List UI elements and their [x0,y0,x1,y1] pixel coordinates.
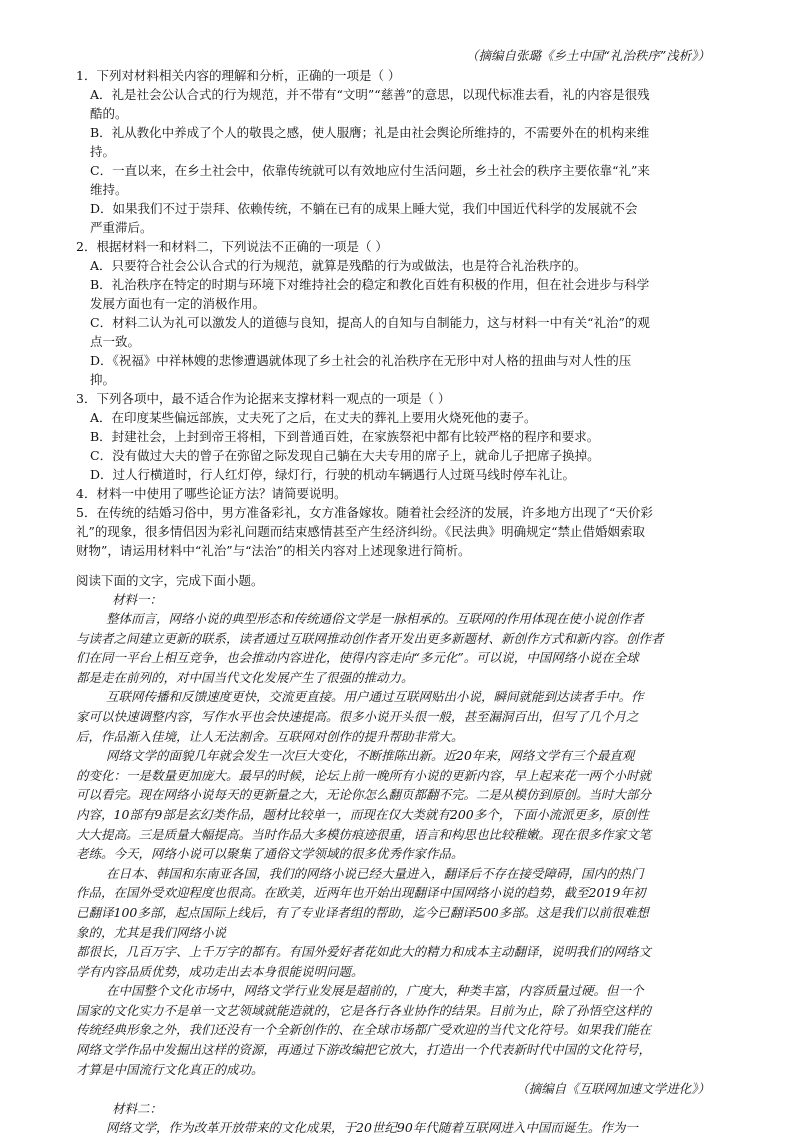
paragraph-line: 才算是中国流行文化真正的成功。 [76,1061,264,1077]
material-paragraph-1 [76,609,710,687]
paragraph-line: 在中国整个文化市场中，网络文学行业发展是超前的，广度大，种类丰富，内容质量过硬。但一个 [106,983,644,999]
option-b: B．礼治秩序在特定的时期与环境下对维持社会的稳定和教化百姓有积极的作用，但在社会进步与科学 [90,277,650,292]
paragraph-line: 已翻译100多部，起点国际上线后，有了专业译者组的帮助，迄今已翻译500多部。这是我们以前很难想 [76,904,649,920]
option-d: D．如果我们不过于崇拜、依赖传统，不躺在已有的成果上睡大觉，我们中国近代科学的发展就不会 [90,201,638,216]
paragraph-line: 作品，在国外受欢迎程度也很高。在欧美，近两年也开始出现翻译中国网络小说的趋势，截至2019年初 [76,885,646,901]
material-2 [76,1099,710,1138]
question-stem: 3．下列各项中，最不适合作为论据来支撑材料一观点的一项是（ ） [76,391,451,406]
paragraph-line: 都很长，几百万字、上千万字的都有。有国外爱好者花如此大的精力和成本主动翻译，说明我们的网络文 [76,944,652,960]
question-4 [76,484,710,503]
material-paragraph-6 [76,981,710,1079]
material-paragraph-2 [76,687,710,746]
option-b-cont: 持。 [90,144,116,159]
paragraph-line: 国家的文化实力不是单一文艺领域就能造就的，它是各行各业协作的结果。目前为止，除了孙悟空这样的 [76,1002,652,1018]
paragraph-line: 老练。今天，网络小说可以聚集了通俗文学领域的很多优秀作家作品。 [76,846,464,862]
material-1 [76,590,710,1099]
paragraph-line: 后，作品渐入佳境，让人无法割舍。互联网对创作的提升帮助非常大。 [76,728,464,744]
paragraph-line: 与读者之间建立更新的联系，读者通过互联网推动创作者开发出更多新题材、新创作方式和新内容。创作者 [76,630,664,646]
question-stem: 4．材料一中使用了哪些论证方法？请简要说明。 [76,486,347,501]
material-2-title: 材料二： [112,1101,163,1117]
paragraph-line: 可以看完。现在网络小说每天的更新量之大，无论你怎么翻页都翻不完。二是从模仿到原创。当时大部分 [76,787,652,803]
option-d-cont: 抑。 [90,372,116,387]
option-c: C．一直以来，在乡土社会中，依靠传统就可以有效地应付生活问题，乡土社会的秩序主要依靠“礼”来 [90,163,650,178]
material-paragraph-5 [76,942,710,981]
paragraph-line: 家可以快速调整内容，写作水平也会快速提高。很多小说开头很一般，甚至漏洞百出，但写了几个月之 [76,708,639,724]
material-1-title: 材料一： [112,592,163,607]
option-b: B．礼从教化中养成了个人的敬畏之感，使人服膺；礼是由社会舆论所维持的，不需要外在的机构来维 [90,125,650,140]
question-1 [76,66,710,237]
paragraph-line: 象的，尤其是我们网络小说 [76,924,227,940]
paragraph-line: 互联网传播和反馈速度更快，交流更直接。用户通过互联网贴出小说，瞬间就能到达读者手中。作 [106,689,644,705]
option-b: B．封建社会，上封到帝王将相，下到普通百姓，在家族祭祀中都有比较严格的程序和要求。 [90,429,600,444]
option-d: D．过人行横道时，行人红灯停，绿灯行，行驶的机动车辆遇行人过斑马线时停车礼让。 [90,467,576,482]
material-paragraph-3 [76,746,710,864]
paragraph-line: 传统经典形象之外，我们还没有一个全新创作的、在全球市场都广受欢迎的当代文化符号。如果我们能在 [76,1022,652,1038]
question-5 [76,503,710,560]
reading-instruction: 阅读下面的文字，完成下面小题。 [76,573,264,588]
option-d: D．《祝福》中祥林嫂的悲惨遭遇就体现了乡土社会的礼治秩序在无形中对人格的扭曲与对人性的压 [90,353,632,368]
question-5-line: 礼”的现象，很多情侣因为彩礼问题而结束感情甚至产生经济纠纷。《民法典》明确规定“禁止借婚姻索取 [76,524,646,539]
paragraph-line: 网络文学，作为改革开放带来的文化成果，于20世纪90年代随着互联网进入中国而诞生。作为一 [106,1120,638,1136]
question-5-line: 5．在传统的结婚习俗中，男方准备彩礼，女方准备嫁妆。随着社会经济的发展，许多地方出现了“天价彩 [76,505,653,520]
question-stem: 2．根据材料一和材料二，下列说法不正确的一项是（ ） [76,239,388,254]
paragraph-line: 都是走在前列的，对中国当代文化发展产生了很强的推动力。 [76,669,414,685]
option-c-cont: 维持。 [90,182,128,197]
paragraph-line: 网络文学作品中发掘出这样的资源，再通过下游改编把它放大，打造出一个代表新时代中国的文化符号， [76,1042,652,1058]
top-source-citation: （摘编自张璐《乡土中国“礼治秩序”浅析》） [465,48,710,63]
question-3 [76,389,710,484]
option-a: A．礼是社会公认合式的行为规范，并不带有“文明”“慈善”的意思，以现代标准去看，礼的内容是很残 [90,87,650,102]
option-a: A．在印度某些偏远部族，丈夫死了之后，在丈夫的葬礼上要用火烧死他的妻子。 [90,410,537,425]
paragraph-line: 在日本、韩国和东南亚各国，我们的网络小说已经大量进入，翻译后不存在接受障碍，国内的热门 [106,865,644,881]
option-c: C．材料二认为礼可以激发人的道德与良知，提高人的自知与自制能力，这与材料一中有关“礼治”的观 [90,315,650,330]
paragraph-line: 整体而言，网络小说的典型形态和传统通俗文学是一脉相承的。互联网的作用体现在使小说创作者 [106,611,644,626]
paragraph-line: 的变化：一是数量更加庞大。最早的时候，论坛上前一晚所有小说的更新内容，早上起来花一两个小时就 [76,767,652,783]
paragraph-line: 们在同一平台上相互竞争，也会推动内容进化，使得内容走向“多元化”。可以说，中国网络小说在全球 [76,650,639,666]
material-paragraph-4 [76,864,710,942]
option-c: C．没有做过大夫的曾子在弥留之际发现自己躺在大夫专用的席子上，就命儿子把席子换掉。 [90,448,600,463]
paragraph-line: 大大提高。三是质量大幅提高。当时作品大多模仿痕迹很重，语言和构思也比较稚嫩。现在很多作家文笔 [76,826,652,842]
option-a: A．只要符合社会公认合式的行为规范，就算是残酷的行为或做法，也是符合礼治秩序的。 [90,258,587,273]
question-5-line: 财物”，请运用材料中“礼治”与“法治”的相关内容对上述现象进行简析。 [76,543,471,558]
option-b-cont: 发展方面也有一定的消极作用。 [90,296,266,311]
material-1-source: （摘编自《互联网加速文学进化》） [516,1081,710,1097]
option-a-cont: 酷的。 [90,106,128,121]
option-c-cont: 点一致。 [90,334,141,349]
paragraph-line: 学有内容品质优势，成功走出去本身很能说明问题。 [76,963,364,979]
question-2 [76,237,710,389]
question-stem: 1．下列对材料相关内容的理解和分析，正确的一项是（ ） [76,68,401,83]
paragraph-line: 内容，10部有9部是玄幻类作品，题材比较单一，而现在仅大类就有200多个，下面小流派更多，原创性 [76,806,649,822]
option-d-cont: 严重滞后。 [90,220,153,235]
questions-section [76,66,710,560]
paragraph-line: 网络文学的面貌几年就会发生一次巨大变化，不断推陈出新。近20年来，网络文学有三个最直观 [106,748,635,764]
